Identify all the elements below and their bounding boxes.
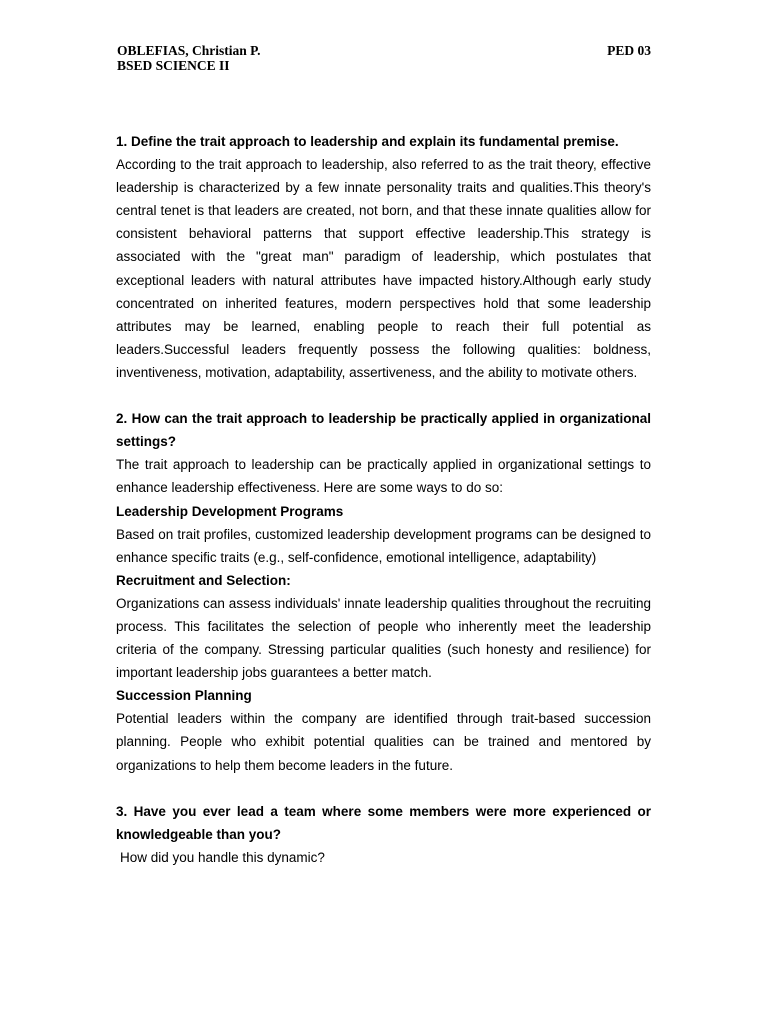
section-heading: Leadership Development Programs — [116, 503, 344, 519]
spacer — [116, 777, 651, 800]
section-heading: Recruitment and Selection: — [116, 572, 291, 588]
course-code: PED 03 — [607, 43, 651, 58]
question-2: 2. How can the trait approach to leadership be practically applied in organizational settings? — [116, 411, 651, 450]
section-body: Based on trait profiles, customized leadership development programs can be designed to enhance specific traits (e.g., self-confidence, emotional intelligence, adaptability) — [116, 526, 651, 565]
section-heading: Succession Planning — [116, 688, 252, 704]
question-1: 1. Define the trait approach to leadership and explain its fundamental premise. — [116, 134, 619, 149]
question-3: 3. Have you ever lead a team where some members were more experienced or knowledgeable than you? — [116, 803, 651, 842]
spacer — [116, 384, 651, 407]
student-name: OBLEFIAS, Christian P. — [117, 43, 261, 58]
answer-2-intro: The trait approach to leadership can be practically applied in organizational settings to enhance leadership effectiveness. Here are some ways to do so: — [116, 457, 651, 496]
student-course: BSED SCIENCE II — [117, 58, 230, 73]
question-3-followup: How did you handle this dynamic? — [120, 849, 325, 865]
section-body: Potential leaders within the company are identified through trait-based succession planning. People who exhibit potential qualities can be trained and mentored by organizations to help them become leaders in the future. — [116, 711, 651, 773]
document-body — [116, 130, 651, 869]
section-body: Organizations can assess individuals' innate leadership qualities throughout the recruiting process. This facilitates the selection of people who inherently meet the leadership criteria of the company. Stressing particular qualities (such honesty and resilience) for important leadership jobs guarantees a better match. — [116, 595, 651, 681]
answer-1: According to the trait approach to leadership, also referred to as the trait theory, effective leadership is characterized by a few innate personality traits and qualities.This theory's central tenet is that leaders are created, not born, and that these innate qualities allow for consistent behavioral patterns that support effective leadership.This strategy is associated with the "great man" paradigm of leadership, which postulates that exceptional leaders with natural attributes have impacted history.Although early study concentrated on inherited features, modern perspectives hold that some leadership attributes may be learned, enabling people to reach their full potential as leaders.Successful leaders frequently possess the following qualities: boldness, inventiveness, motivation, adaptability, assertiveness, and the ability to motivate others. — [116, 157, 651, 380]
